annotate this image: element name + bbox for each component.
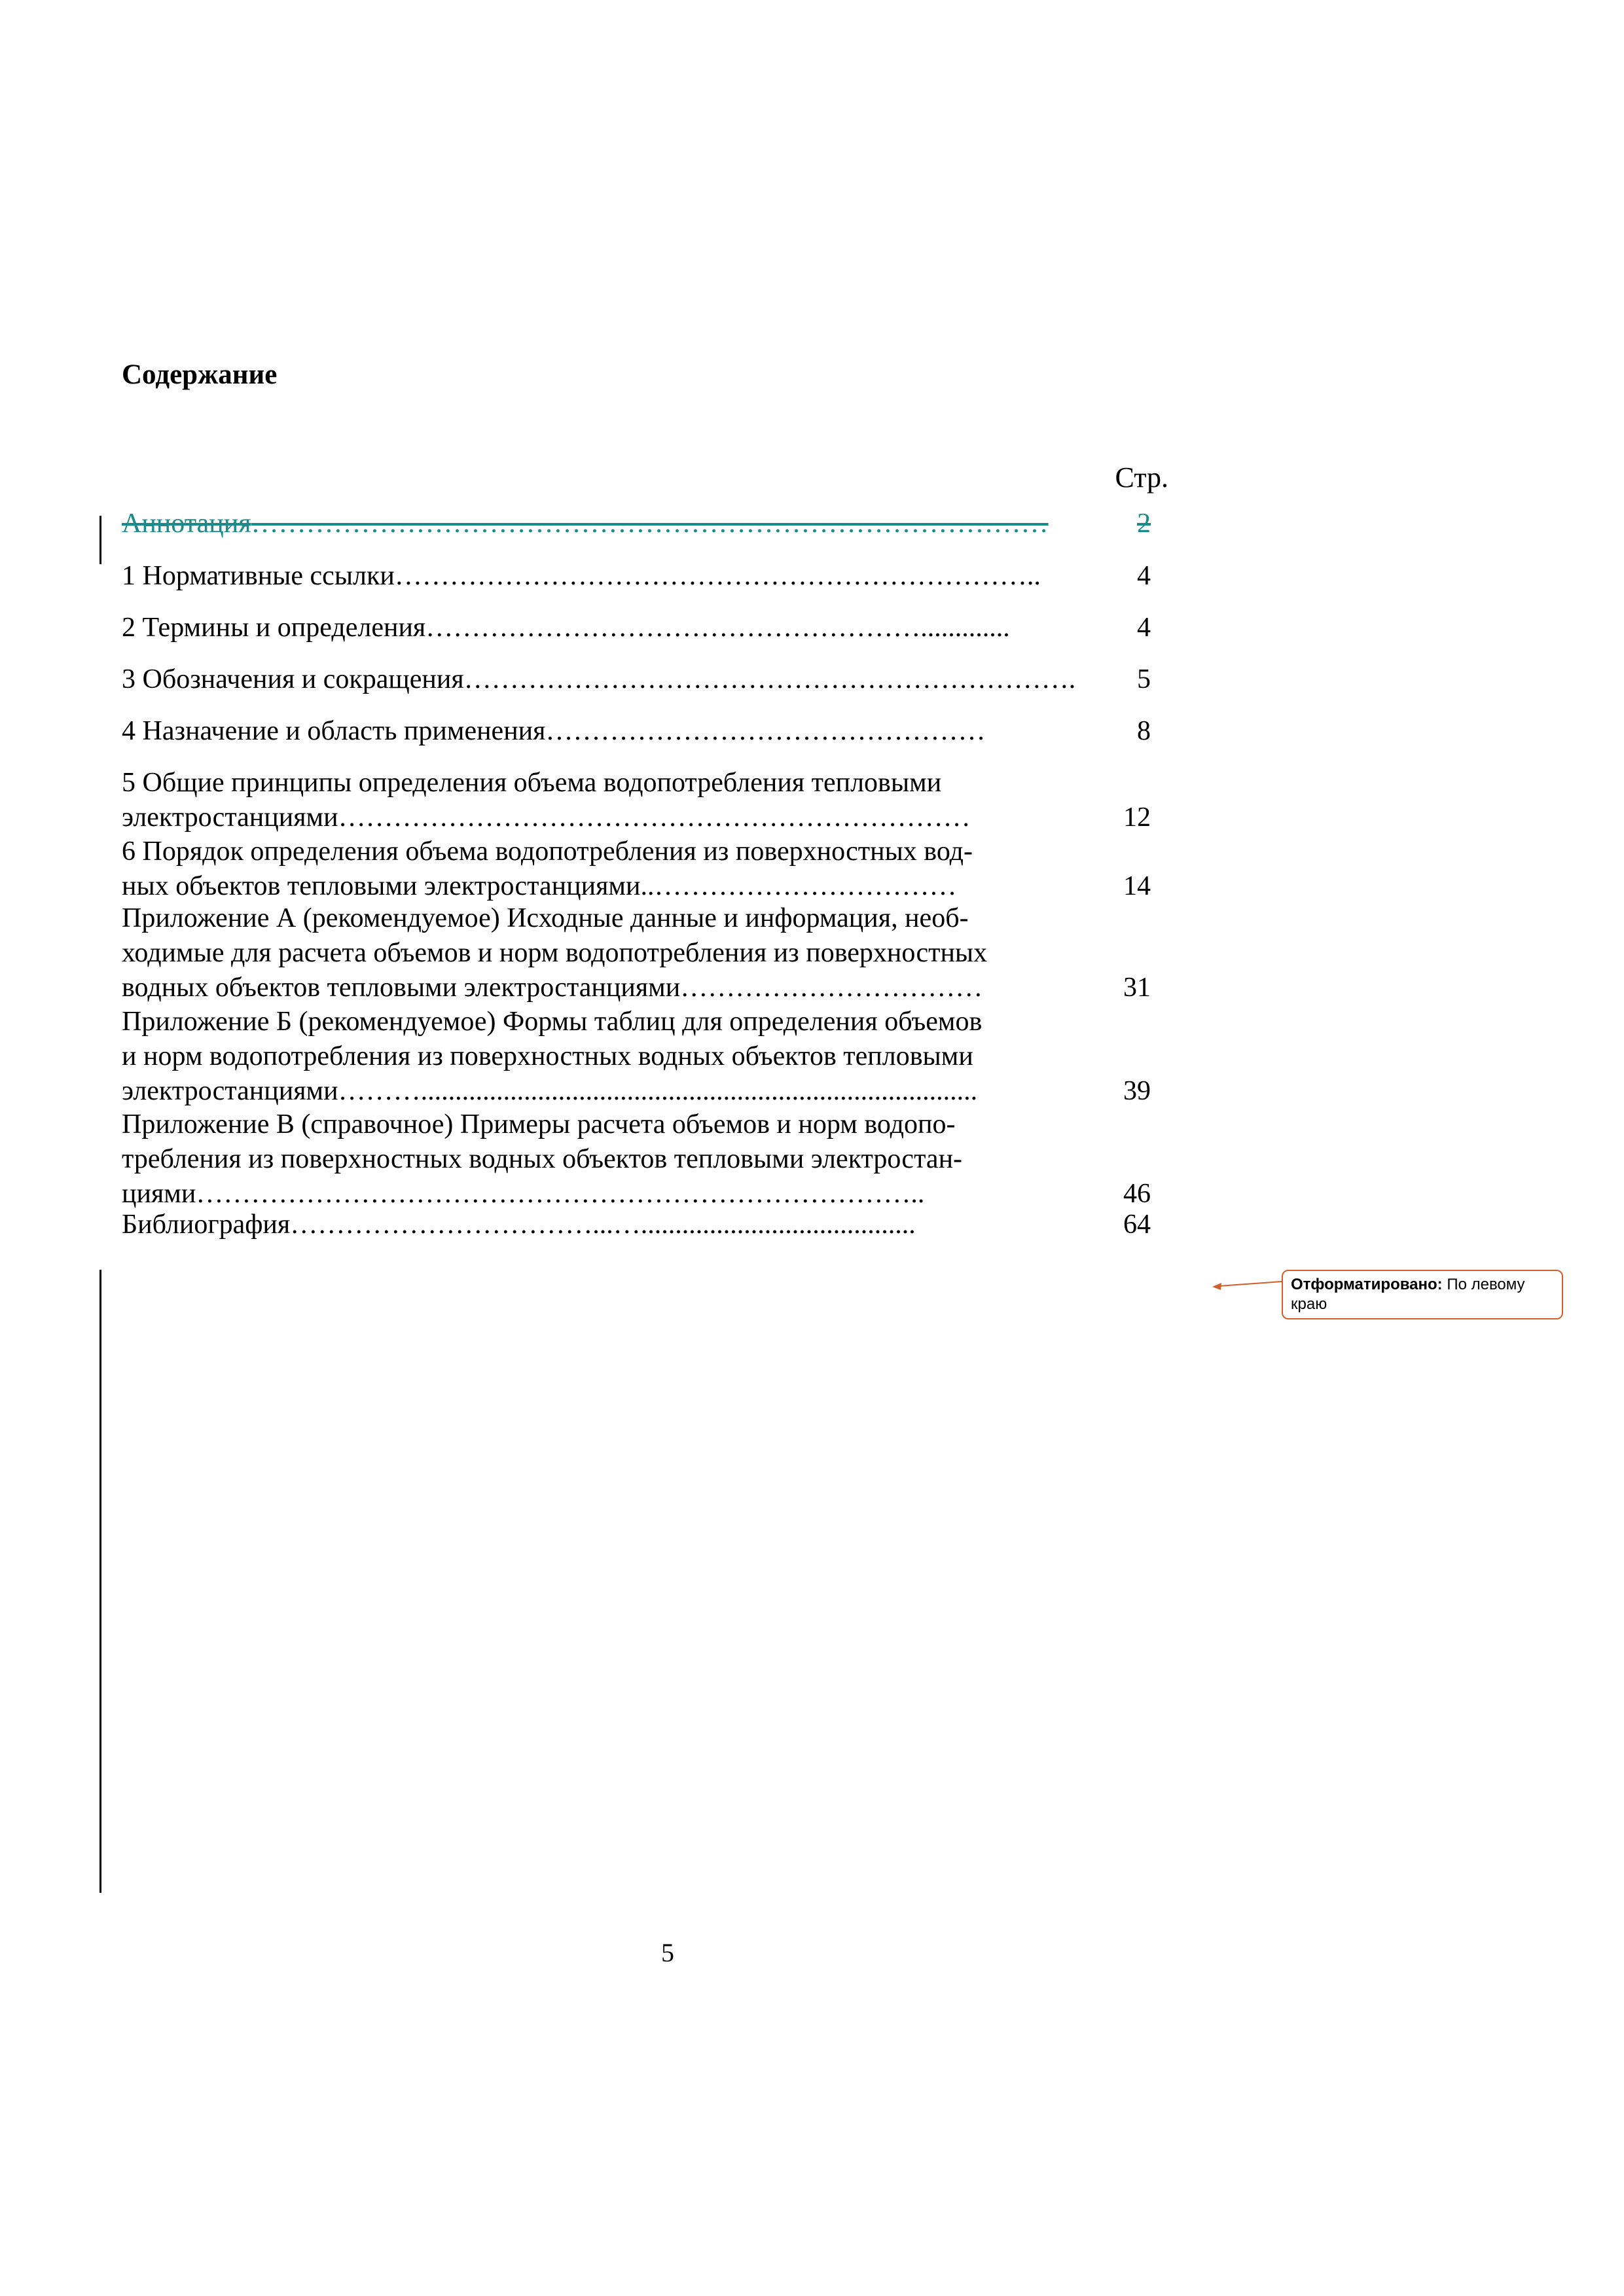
- toc-entry-page: 14: [1123, 871, 1151, 901]
- dot-leader: ……………………………………………………………………………: [251, 509, 1049, 539]
- toc-entry-line-text: 4 Назначение и область применения: [122, 716, 546, 746]
- dot-leader: ……………………………………………………………: [338, 802, 971, 833]
- dot-leader: ……………………………: [680, 973, 983, 1003]
- toc-entry-page: 8: [1137, 716, 1151, 746]
- toc-entry-line: Приложение Б (рекомендуемое) Формы таблиц для определения объемов: [122, 1007, 983, 1037]
- toc-entry-line-text: электростанциями: [122, 1076, 338, 1106]
- toc-entry-page: 39: [1123, 1076, 1151, 1106]
- toc-entry-page: 12: [1123, 802, 1151, 833]
- toc-entry-line: ходимые для расчета объемов и норм водопотребления из поверхностных: [122, 938, 988, 968]
- dot-leader: …………………………………………: [545, 716, 986, 746]
- dot-leader: ……………………………………………….............: [425, 613, 1010, 643]
- toc-entry-line: и норм водопотребления из поверхностных водных объектов тепловыми: [122, 1041, 973, 1071]
- toc-entry-line: требления из поверхностных водных объектов тепловыми электростан-: [122, 1144, 963, 1174]
- toc-entry-line-text: циями: [122, 1179, 196, 1209]
- toc-entry-line: Приложение А (рекомендуемое) Исходные данные и информация, необ-: [122, 903, 969, 933]
- toc-entry-page: 5: [1137, 664, 1151, 694]
- page-column-label: Стр.: [1115, 461, 1168, 493]
- toc-entry-page: 64: [1123, 1210, 1151, 1240]
- dot-leader: ……….................................................................................: [338, 1076, 978, 1106]
- toc-heading: Содержание: [122, 359, 278, 390]
- toc-entry-page: 46: [1123, 1179, 1151, 1209]
- dot-leader: ……………………………………………………………………..: [196, 1179, 925, 1209]
- toc-entry-line: Приложение В (справочное) Примеры расчета объемов и норм водопо-: [122, 1109, 956, 1139]
- page-number: 5: [661, 1938, 674, 1967]
- comment-text: По левому краю: [1291, 1276, 1525, 1313]
- toc-entry-line-text: ных объектов тепловыми электростанциями: [122, 871, 641, 901]
- toc-entry-line-text: Аннотация: [122, 509, 251, 539]
- toc-entry-line-text: 3 Обозначения и сокращения: [122, 664, 464, 694]
- toc-entry-line-text: 2 Термины и определения: [122, 613, 426, 643]
- toc-entry-page: 2: [1137, 509, 1151, 539]
- dot-leader: ..……………………………: [640, 871, 957, 901]
- dot-leader: ……………………………...…........................................: [290, 1210, 916, 1240]
- toc-entry-line-text: 1 Нормативные ссылки: [122, 561, 395, 591]
- toc-entry-page: 31: [1123, 973, 1151, 1003]
- toc-entry-line: 5 Общие принципы определения объема водопотребления тепловыми: [122, 768, 942, 798]
- toc-entry-page: 4: [1137, 613, 1151, 643]
- dot-leader: ……………………………………………………………..: [394, 561, 1041, 591]
- toc-entry-page: 4: [1137, 561, 1151, 591]
- dot-leader: ………………………………………………………….: [463, 664, 1076, 694]
- comment-balloon[interactable]: [1282, 1270, 1563, 1319]
- toc-entry-line: 6 Порядок определения объема водопотребления из поверхностных вод-: [122, 836, 973, 867]
- toc-entry-line-text: водных объектов тепловыми электростанциями: [122, 973, 681, 1003]
- toc-entry-line-text: электростанциями: [122, 802, 338, 833]
- toc-entry-line-text: Библиография: [122, 1210, 291, 1240]
- comment-label: Отформатировано:: [1291, 1276, 1443, 1293]
